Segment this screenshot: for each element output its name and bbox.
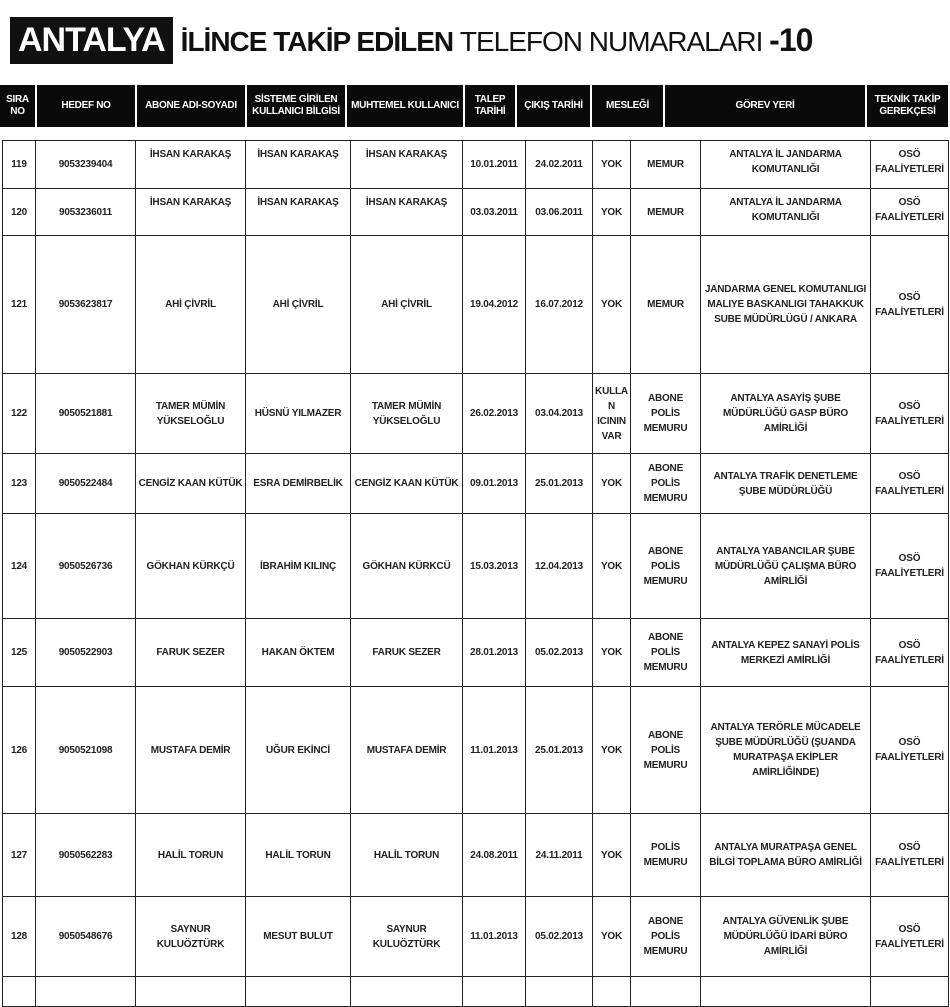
table-cell: 24.08.2011 xyxy=(463,814,526,897)
table-cell: 28.01.2013 xyxy=(463,619,526,687)
table-row xyxy=(3,814,949,897)
table-cell: İBRAHİM KILINÇ xyxy=(246,514,351,619)
table-row xyxy=(3,141,949,189)
table-header xyxy=(0,85,950,127)
table-cell: ANTALYA TERÖRLE MÜCADELE ŞUBE MÜDÜRLÜĞÜ (ŞUANDA MURATPAŞA EKİPLER AMİRLİĞİNDE) xyxy=(701,687,871,814)
table-cell: 9053239404 xyxy=(36,141,136,189)
table-row xyxy=(3,619,949,687)
table-row xyxy=(3,897,949,977)
table-row xyxy=(3,514,949,619)
table-cell: OSÖ FAALİYETLERİ xyxy=(871,619,949,687)
table-cell: İHSAN KARAKAŞ xyxy=(351,189,463,236)
table-cell: YOK xyxy=(593,619,631,687)
table-cell: 09.01.2013 xyxy=(463,454,526,514)
table-cell: 11.01.2013 xyxy=(463,897,526,977)
table-cell: KULLAN ICININ VAR xyxy=(593,374,631,454)
table-cell: ABONE POLİS MEMURU xyxy=(631,897,701,977)
table-cell: 19.04.2012 xyxy=(463,236,526,374)
table-cell: GÖKHAN KÜRKÇÜ xyxy=(136,514,246,619)
table-cell: OSÖ FAALİYETLERİ xyxy=(871,374,949,454)
table-cell xyxy=(593,977,631,1007)
table-cell: 26.02.2013 xyxy=(463,374,526,454)
table-cell: İHSAN KARAKAŞ xyxy=(246,189,351,236)
column-header: TEKNİK TAKİP GEREKÇESİ xyxy=(867,85,948,127)
table-cell: 9053236011 xyxy=(36,189,136,236)
table-cell: ANTALYA KEPEZ SANAYİ POLİS MERKEZİ AMİRLİĞİ xyxy=(701,619,871,687)
table-cell xyxy=(701,977,871,1007)
table-row xyxy=(3,687,949,814)
title-text xyxy=(181,22,813,59)
table-cell: YOK xyxy=(593,189,631,236)
table-cell: TAMER MÜMİN YÜKSELOĞLU xyxy=(351,374,463,454)
table-cell xyxy=(3,977,36,1007)
table-cell: CENGİZ KAAN KÜTÜK xyxy=(136,454,246,514)
table-cell: ANTALYA TRAFİK DENETLEME ŞUBE MÜDÜRLÜĞÜ xyxy=(701,454,871,514)
table-cell: YOK xyxy=(593,514,631,619)
table-cell: MEMUR xyxy=(631,189,701,236)
table-row xyxy=(3,236,949,374)
table-cell: OSÖ FAALİYETLERİ xyxy=(871,687,949,814)
table-cell: 9050521098 xyxy=(36,687,136,814)
data-table xyxy=(2,140,949,1007)
table-cell: 125 xyxy=(3,619,36,687)
table-cell: HÜSNÜ YILMAZER xyxy=(246,374,351,454)
table-cell: 24.11.2011 xyxy=(526,814,593,897)
table-cell: OSÖ FAALİYETLERİ xyxy=(871,454,949,514)
table-cell: MESUT BULUT xyxy=(246,897,351,977)
table-cell: MEMUR xyxy=(631,141,701,189)
table-cell: GÖKHAN KÜRKCÜ xyxy=(351,514,463,619)
table-cell: OSÖ FAALİYETLERİ xyxy=(871,236,949,374)
table-cell: ABONE POLİS MEMURU xyxy=(631,687,701,814)
table-cell: ANTALYA İL JANDARMA KOMUTANLIĞI xyxy=(701,141,871,189)
table-cell xyxy=(871,977,949,1007)
document-title xyxy=(0,0,950,80)
table-cell xyxy=(526,977,593,1007)
table-row-partial xyxy=(3,977,949,1007)
table-cell: TAMER MÜMİN YÜKSELOĞLU xyxy=(136,374,246,454)
table-cell: HALİL TORUN xyxy=(351,814,463,897)
table-row xyxy=(3,189,949,236)
table-cell: 119 xyxy=(3,141,36,189)
column-header: GÖREV YERİ xyxy=(665,85,865,127)
table-cell: ABONE POLİS MEMURU xyxy=(631,454,701,514)
table-cell: 9050548676 xyxy=(36,897,136,977)
table-cell: 11.01.2013 xyxy=(463,687,526,814)
table-cell: 9053623817 xyxy=(36,236,136,374)
table-cell: 03.04.2013 xyxy=(526,374,593,454)
table-cell: 121 xyxy=(3,236,36,374)
column-header: HEDEF NO xyxy=(37,85,135,127)
table-cell: ESRA DEMİRBELİK xyxy=(246,454,351,514)
table-cell: 9050526736 xyxy=(36,514,136,619)
table-cell xyxy=(136,977,246,1007)
table-cell xyxy=(351,977,463,1007)
table-cell: OSÖ FAALİYETLERİ xyxy=(871,189,949,236)
table-cell: 25.01.2013 xyxy=(526,687,593,814)
table-cell: 10.01.2011 xyxy=(463,141,526,189)
column-header: SİSTEME GİRİLEN KULLANICI BİLGİSİ xyxy=(247,85,345,127)
table-cell: ABONE POLİS MEMURU xyxy=(631,619,701,687)
table-cell: ANTALYA GÜVENLİK ŞUBE MÜDÜRLÜĞÜ İDARİ BÜRO AMİRLİĞİ xyxy=(701,897,871,977)
table-cell: YOK xyxy=(593,897,631,977)
table-cell: HALİL TORUN xyxy=(136,814,246,897)
table-cell: SAYNUR KULUÖZTÜRK xyxy=(136,897,246,977)
table-cell: ANTALYA YABANCILAR ŞUBE MÜDÜRLÜĞÜ ÇALIŞMA BÜRO AMİRLİĞİ xyxy=(701,514,871,619)
table-cell: MEMUR xyxy=(631,236,701,374)
table-cell: 123 xyxy=(3,454,36,514)
table-cell: 124 xyxy=(3,514,36,619)
table-cell: AHİ ÇİVRİL xyxy=(136,236,246,374)
table-cell: 126 xyxy=(3,687,36,814)
table-cell: OSÖ FAALİYETLERİ xyxy=(871,141,949,189)
table-cell: SAYNUR KULUÖZTÜRK xyxy=(351,897,463,977)
table-cell: İHSAN KARAKAŞ xyxy=(136,189,246,236)
table-cell: OSÖ FAALİYETLERİ xyxy=(871,897,949,977)
table-cell: 03.06.2011 xyxy=(526,189,593,236)
table-cell xyxy=(36,977,136,1007)
column-header: MUHTEMEL KULLANICI xyxy=(347,85,463,127)
table-cell: 24.02.2011 xyxy=(526,141,593,189)
title-normal: TELEFON NUMARALARI xyxy=(459,25,763,57)
table-row xyxy=(3,454,949,514)
table-cell: YOK xyxy=(593,454,631,514)
table-cell: 05.02.2013 xyxy=(526,619,593,687)
title-highlight: ANTALYA xyxy=(10,17,173,64)
table-cell: İHSAN KARAKAŞ xyxy=(351,141,463,189)
column-header: ÇIKIŞ TARİHİ xyxy=(517,85,590,127)
table-cell: MUSTAFA DEMİR xyxy=(351,687,463,814)
table-cell xyxy=(463,977,526,1007)
table-cell: UĞUR EKİNCİ xyxy=(246,687,351,814)
table-cell: FARUK SEZER xyxy=(136,619,246,687)
column-header: TALEP TARİHİ xyxy=(465,85,515,127)
table-cell: YOK xyxy=(593,687,631,814)
table-cell xyxy=(246,977,351,1007)
table-cell: ABONE POLİS MEMURU xyxy=(631,514,701,619)
table-cell: 122 xyxy=(3,374,36,454)
table-cell: AHİ ÇİVRİL xyxy=(246,236,351,374)
column-header: SIRA NO xyxy=(0,85,35,127)
table-cell: FARUK SEZER xyxy=(351,619,463,687)
table-cell: 05.02.2013 xyxy=(526,897,593,977)
table-cell: AHİ ÇİVRİL xyxy=(351,236,463,374)
table-cell: HALİL TORUN xyxy=(246,814,351,897)
table-cell xyxy=(631,977,701,1007)
table-cell: YOK xyxy=(593,141,631,189)
table-cell: CENGİZ KAAN KÜTÜK xyxy=(351,454,463,514)
table-cell: OSÖ FAALİYETLERİ xyxy=(871,514,949,619)
table-cell: İHSAN KARAKAŞ xyxy=(246,141,351,189)
title-number: -10 xyxy=(769,21,813,58)
table-cell: 25.01.2013 xyxy=(526,454,593,514)
table-cell: 03.03.2011 xyxy=(463,189,526,236)
title-bold: İLİNCE TAKİP EDİLEN xyxy=(180,25,454,57)
column-header: MESLEĞİ xyxy=(592,85,663,127)
table-cell: ANTALYA ASAYİŞ ŞUBE MÜDÜRLÜĞÜ GASP BÜRO AMİRLİĞİ xyxy=(701,374,871,454)
table-cell: YOK xyxy=(593,236,631,374)
table-cell: YOK xyxy=(593,814,631,897)
table-cell: 9050562283 xyxy=(36,814,136,897)
table-cell: 9050522484 xyxy=(36,454,136,514)
table-cell: 16.07.2012 xyxy=(526,236,593,374)
table-cell: 15.03.2013 xyxy=(463,514,526,619)
table-cell: 9050522903 xyxy=(36,619,136,687)
table-cell: 127 xyxy=(3,814,36,897)
table-cell: 120 xyxy=(3,189,36,236)
table-row xyxy=(3,374,949,454)
table-cell: ANTALYA MURATPAŞA GENEL BİLGİ TOPLAMA BÜRO AMİRLİĞİ xyxy=(701,814,871,897)
table-cell: 128 xyxy=(3,897,36,977)
table-cell: MUSTAFA DEMİR xyxy=(136,687,246,814)
table-cell: ABONE POLİS MEMURU xyxy=(631,374,701,454)
column-header: ABONE ADI-SOYADI xyxy=(137,85,245,127)
table-cell: İHSAN KARAKAŞ xyxy=(136,141,246,189)
table-cell: 12.04.2013 xyxy=(526,514,593,619)
table-cell: HAKAN ÖKTEM xyxy=(246,619,351,687)
table-cell: OSÖ FAALİYETLERİ xyxy=(871,814,949,897)
table-cell: POLİS MEMURU xyxy=(631,814,701,897)
table-cell: ANTALYA İL JANDARMA KOMUTANLIĞI xyxy=(701,189,871,236)
table-cell: 9050521881 xyxy=(36,374,136,454)
table-cell: JANDARMA GENEL KOMUTANLIGI MALIYE BASKANLIGI TAHAKKUK SUBE MÜDÜRLÜGÜ / ANKARA xyxy=(701,236,871,374)
